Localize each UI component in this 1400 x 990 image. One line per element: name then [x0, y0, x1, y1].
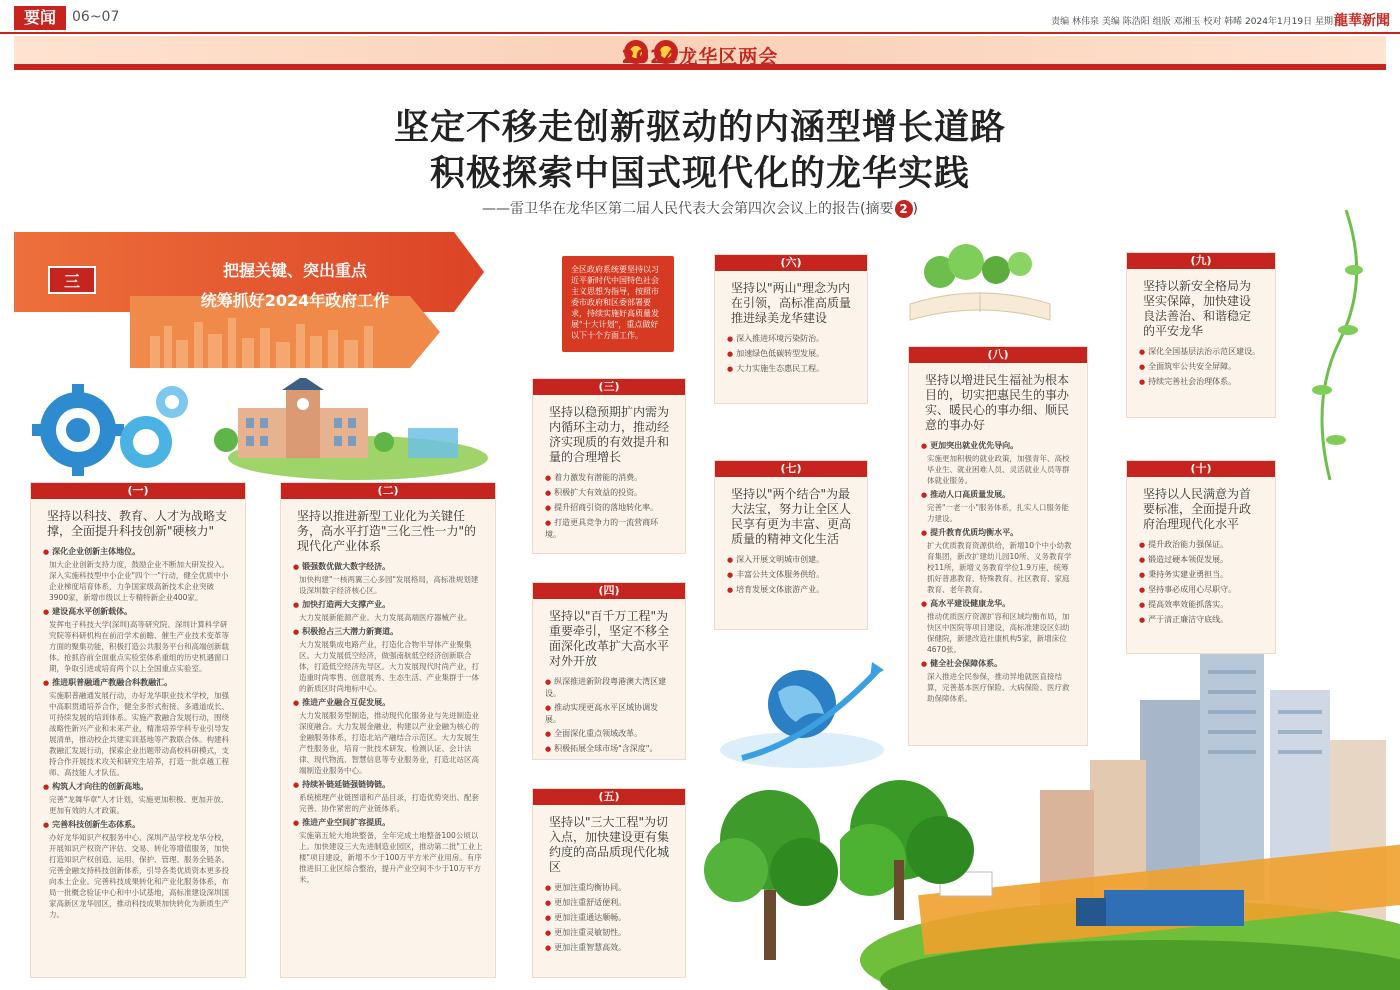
card-section-8: [908, 346, 1088, 746]
list-item: ● 全面深化重点领域改革。: [533, 725, 685, 740]
list-item: ● 着力激发有潜能的消费。: [533, 469, 685, 484]
list-item: ● 建设高水平创新载体。: [31, 603, 245, 618]
list-item: ● 更加突出就业优先导向。: [909, 437, 1087, 452]
card-title: 坚持以科技、教育、人才为战略支撑，全面提升科技创新"硬核力": [47, 509, 228, 538]
list-item: ● 锻强数优做大数字经济。: [281, 558, 495, 573]
list-item: ● 健全社会保障体系。: [909, 655, 1087, 670]
card-title: 坚持以新安全格局为坚实保障，加快建设良法善治、和谐稳定的平安龙华: [1143, 279, 1252, 338]
list-item: ● 秉持务实建业勇担当。: [1127, 566, 1275, 581]
item-paragraph: 深入推进全民参保，推动异地就医直接结算，完善基本医疗保险、大病保险、医疗救助保障体系。: [927, 672, 1070, 703]
item-paragraph: 大力发展集成电路产业，打造化合物半导体产业聚集区。大力发展低空经济，做强南航低空经济创新联合体，打造低空经济先导区。大力发展现代时尚产业，打造重时尚零售、创意展秀、生态生活、产业集群于一体的新质区时尚地标中心。: [299, 640, 479, 693]
list-item: ● 全面筑牢公共安全屏障。: [1127, 358, 1275, 373]
list-item: ● 更加注重通达顺畅。: [533, 909, 685, 924]
list-item: ● 丰富公共文体服务供给。: [715, 566, 867, 581]
list-item: ● 推进职普融通产教融合科教融汇。: [31, 674, 245, 689]
item-paragraph: 发挥电子科技大学(深圳)高等研究院、深圳计算科学研究院等科研机构在前沿学术前瞻、催生产业技术变革等方面的聚集功能，积极打造公共服务平台和高端创新载体。抢抓咨前全面重点实验室体系重组的历史机遇窗口期，争取引进或培育两个以上全国重点实验室。: [49, 620, 229, 673]
intro-note: 全区政府系统要坚持以习近平新时代中国特色社会主义思想为指导，按照市委市政府和区委部署要求，持续实施好高质量发展"十大计划"，重点做好以下十个方面工作。: [562, 256, 674, 352]
list-item: ● 提升招商引资的落地转化率。: [533, 499, 685, 514]
section-heading: [160, 256, 430, 316]
list-item: ● 持续补链延链强链铸链。: [281, 776, 495, 791]
card-heading: (五): [533, 789, 685, 805]
list-item: ● 打造更具竞争力的一流营商环境。: [533, 514, 685, 540]
editor-meta: 责编 林伟泉 美编 陈浩阳 组版 邓湘玉 校对 韩晞 2024年1月19日 星期五: [1051, 17, 1342, 27]
item-paragraph: 完善"龙舞华章"人才计划，实施更加积极、更加开放、更加有效的人才政策。: [49, 795, 229, 815]
subheadline-end: ): [912, 201, 918, 217]
card-title: 坚持以推进新型工业化为关键任务，高水平打造"三化三性一力"的现代化产业体系: [297, 509, 477, 553]
section-heading-line1: 把握关键、突出重点: [222, 261, 367, 280]
list-item: ● 深入开展文明城市创建。: [715, 551, 867, 566]
card-heading: (九): [1127, 253, 1275, 269]
list-item: ● 更加注重舒适便利。: [533, 894, 685, 909]
list-item: ● 推进产业融合互促发展。: [281, 694, 495, 709]
list-item: ● 大力实施生态惠民工程。: [715, 360, 867, 375]
list-item: ● 加快打造两大支撑产业。: [281, 596, 495, 611]
item-paragraph: 实施职普融通发展行动，办好龙华职业技术学校，加强中高职贯通培养合作，健全多形式衔接、多通道成长、可持续发展的培训体系。实施产教融合发展行动，围绕战略性新兴产业和未来产业，精准培养学科专业引导发展清单，推动校企共建实训基地等产教联合体。构建科教融汇发展行动，探索企业出题带动高校科研模式，支持合作开展技术攻关和研究生培养，打造一批卓越工程师、高技能人才队伍。: [49, 691, 229, 777]
list-item: ● 深化企业创新主体地位。: [31, 543, 245, 558]
card-heading: (十): [1127, 461, 1275, 477]
list-item: ● 推动人口高质量发展。: [909, 486, 1087, 501]
list-item: ● 完善科技创新生态体系。: [31, 816, 245, 831]
card-section-2: [280, 482, 496, 978]
list-item: ● 培育发展文体旅游产业。: [715, 581, 867, 596]
headline-line1: 坚定不移走创新驱动的内涵型增长道路: [393, 108, 1006, 148]
list-item: ● 推进产业空间扩容提质。: [281, 814, 495, 829]
item-paragraph: 办好龙华知识产权服务中心、深圳产品学校龙华分校，开展知识产权资产评估、交易、转化等增值服务，加快打造知识产权创造、运用、保护、管理、服务全链条。完善金融支持科技创新体系，引导各类优质资本更多投向本土企业。完善科技成果转化和产业化服务体系，布局一批概念验证中心和中小试基地，高标准建设深圳国家高新区龙华园区，推动科技成果加快转化为新质生产力。: [49, 833, 229, 919]
card-title: 坚持以人民满意为首要标准，全面提升政府治理现代化水平: [1143, 487, 1252, 531]
card-heading: (三): [533, 379, 685, 395]
card-section-6: [714, 254, 868, 404]
list-item: ● 提高效率效能抓落实。: [1127, 596, 1275, 611]
card-section-10: [1126, 460, 1276, 654]
list-item: ● 积极扩大有效益的投资。: [533, 484, 685, 499]
list-item: ● 加速绿色低碳转型发展。: [715, 345, 867, 360]
top-bar: [0, 0, 1400, 34]
list-item: ● 坚持事必成用心尽职守。: [1127, 581, 1275, 596]
item-paragraph: 系统梳理产业链图谱和产品目录，打造优势突出、配套完善、协作紧密的产业链体系。: [299, 793, 479, 813]
card-section-7: [714, 460, 868, 630]
card-title: 坚持以稳预期扩内需为内循环主动力，推动经济实现质的有效提升和量的合理增长: [549, 405, 670, 464]
card-section-9: [1126, 252, 1276, 418]
card-title: 坚持以"两个结合"为最大法宝，努力让全区人民享有更为丰富、更高质量的精神文化生活: [731, 487, 852, 546]
list-item: ● 构筑人才向往的创新高地。: [31, 778, 245, 793]
list-item: ● 提升教育优质均衡水平。: [909, 524, 1087, 539]
paper-logo: 龍華新聞: [1334, 13, 1390, 29]
list-item: ● 更加注重均衡协同。: [533, 879, 685, 894]
list-item: ● 更加注重智慧高效。: [533, 939, 685, 954]
item-paragraph: 大力发展新能源产业。大力发展高端医疗器械产业。: [299, 613, 472, 622]
list-item: ● 严于清正廉洁守底线。: [1127, 611, 1275, 626]
card-heading: (六): [715, 255, 867, 271]
list-item: ● 持续完善社会治理体系。: [1127, 373, 1275, 388]
list-item: ● 纵深推进新阶段粤港澳大湾区建设。: [533, 673, 685, 699]
list-item: ● 积极拓展全球市场"含深度"。: [533, 740, 685, 755]
card-section-4: [532, 582, 686, 760]
banner-title: 2024龙华区两会: [621, 46, 779, 68]
subheadline: [0, 198, 1400, 218]
item-paragraph: 推动优质医疗资源扩容和区域均衡布局，加快区中医院等项目建设，高标准建设区妇幼保健院，新建改造社康机构5家，新增床位4670张。: [927, 612, 1070, 654]
subheadline-text: ——雷卫华在龙华区第二届人民代表大会第四次会议上的报告(摘要: [482, 201, 894, 217]
card-heading: (七): [715, 461, 867, 477]
card-title: 坚持以"两山"理念为内在引领，高标准高质量推进绿美龙华建设: [731, 281, 852, 325]
event-banner: [14, 36, 1386, 70]
item-paragraph: 大力发展服务型制造，推动现代化服务业与先进制造业深度融合。大力发展金融业，构建以产业金融为核心的金融服务体系，打造北站产融结合示范区。大力发展生产性服务业，培育一批技术研发、检测认证、会计法律、现代物流、智慧信息等专业服务业，打造北站区高端制造业服务中心。: [299, 711, 479, 775]
list-item: ● 锻造过硬本领促发展。: [1127, 551, 1275, 566]
card-title: 坚持以"三大工程"为切入点，加快建设更有集约度的高品质现代化城区: [549, 815, 670, 874]
list-item: ● 推动实现更高水平区域协调发展。: [533, 699, 685, 725]
list-item: ● 更加注重灵敏韧性。: [533, 924, 685, 939]
item-paragraph: 实施第五轮大地块整备，全年完成土地整备100公顷以上。加快建设三大先进制造业园区，推动第二批"工业上楼"项目建设，新增不少于100万平方米产业用房。有序推进旧工业区综合整治，提升产业空间不少于10万平方米。: [299, 831, 483, 884]
book-nature-illustration: [900, 242, 1060, 328]
card-title: 坚持以"百千万工程"为重要牵引，坚定不移全面深化改革扩大高水平对外开放: [549, 609, 670, 668]
page-numbers: 06~07: [72, 9, 120, 25]
section-tag: 要闻: [14, 6, 66, 30]
card-heading: (一): [31, 483, 245, 499]
section-number: 三: [48, 266, 96, 294]
card-title: 坚持以增进民生福祉为根本目的，切实把惠民生的事办实、暖民心的事办细、顺民意的事办好: [925, 373, 1070, 432]
list-item: ● 深化全国基层法治示范区建设。: [1127, 343, 1275, 358]
list-item: ● 高水平建设健康龙华。: [909, 595, 1087, 610]
card-heading: (二): [281, 483, 495, 499]
card-section-3: [532, 378, 686, 554]
item-paragraph: 加大企业创新支持力度，鼓励企业不断加大研发投入。深入实施科技型中小企业"四个一"行动，健全优质中小企业梯度培育体系，力争国家级高新技术企业突破3900家，新增市级以上专精特新企业400家。: [49, 560, 229, 602]
card-heading: (八): [909, 347, 1087, 363]
part-badge: 2: [895, 200, 913, 218]
list-item: ● 提升政治能力强保证。: [1127, 536, 1275, 551]
list-item: ● 积极抢占三大潜力新赛道。: [281, 623, 495, 638]
tree-illustration: [690, 780, 850, 960]
item-paragraph: 扩大优质教育资源供给，新增10个中小幼教育集团，新改扩建幼儿园10所、义务教育学校11所，新增义务教育学位1.9万座，统筹抓好普惠教育、特殊教育、社区教育、家庭教育、老年教育。: [927, 541, 1072, 594]
section-heading-line2: 统筹抓好2024年政府工作: [200, 291, 390, 310]
campus-illustration: [208, 378, 488, 482]
card-heading: (四): [533, 583, 685, 599]
headline-line2: 积极探索中国式现代化的龙华实践: [429, 154, 970, 194]
card-section-5: [532, 788, 686, 978]
item-paragraph: 实施更加积极的就业政策，加强青年、高校毕业生、就业困难人员、灵活就业人员等群体就业服务。: [927, 454, 1070, 485]
item-paragraph: 加快构建"一核两翼三心多园"发展格局，高标准规划建设深圳数字经济核心区。: [299, 575, 479, 595]
card-section-1: [30, 482, 246, 978]
gears-illustration: [22, 372, 202, 484]
list-item: ● 深入推进环境污染防治。: [715, 330, 867, 345]
item-paragraph: 完善"一老一小"服务体系，扎实人口服务能力建设。: [927, 503, 1069, 523]
